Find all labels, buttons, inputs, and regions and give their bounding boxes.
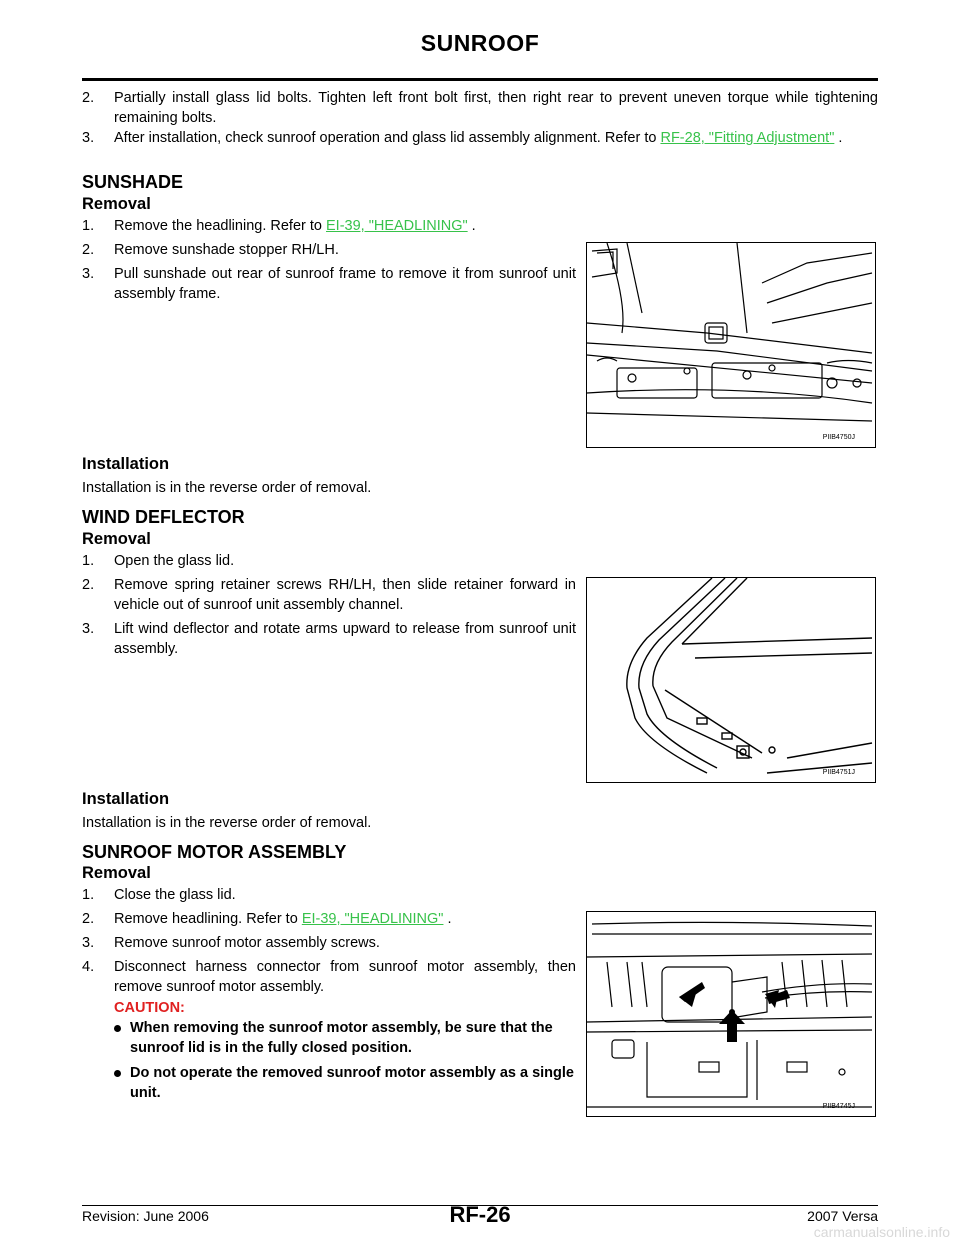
bullet-icon <box>114 1025 121 1032</box>
motor-step-1: 1. Close the glass lid. <box>82 887 236 903</box>
motor-heading: SUNROOF MOTOR ASSEMBLY <box>82 842 347 862</box>
footer-revision: Revision: June 2006 <box>82 1208 209 1224</box>
figure-id: PIIB4751J <box>822 769 855 776</box>
intro-step-3: 3. After installation, check sunroof operation and glass lid assembly alignment. Refer to RF-28, "Fitting Adjustment" . <box>82 130 843 146</box>
caution-label: CAUTION: <box>114 1000 185 1016</box>
wind-deflector-step-1: 1. Open the glass lid. <box>82 553 235 569</box>
link-headlining[interactable]: EI-39, "HEADLINING" <box>326 218 468 234</box>
page-title: SUNROOF <box>420 30 540 56</box>
wind-deflector-installation-text: Installation is in the reverse order of removal. <box>82 815 372 831</box>
link-headlining[interactable]: EI-39, "HEADLINING" <box>301 911 444 927</box>
wind-deflector-step-3: 3. Lift wind deflector and rotate arms upward to release from sunroof unit assembly. <box>82 621 576 657</box>
motor-step-4: 4. Disconnect harness connector from sunroof motor assembly, then remove sunroof motor assembly. <box>82 959 576 995</box>
wind-deflector-illustration <box>587 578 875 782</box>
figure-id: PIIB4745J <box>822 1103 855 1110</box>
sunshade-heading: SUNSHADE <box>82 172 184 192</box>
link-fitting-adjustment[interactable]: RF-28, "Fitting Adjustment" <box>660 130 835 146</box>
motor-step-2: 2. Remove headlining. Refer to EI-39, "HEADLINING" . <box>82 911 452 927</box>
title-rule <box>82 78 878 81</box>
wind-deflector-installation-heading: Installation <box>82 790 170 808</box>
motor-illustration <box>587 912 875 1116</box>
sunshade-illustration <box>587 243 875 447</box>
wind-deflector-figure <box>586 577 876 783</box>
sunshade-installation-text: Installation is in the reverse order of removal. <box>82 480 372 496</box>
figure-id: PIIB4750J <box>822 434 855 441</box>
footer-model: 2007 Versa <box>807 1208 878 1224</box>
intro-step-2: 2. Partially install glass lid bolts. Tighten left front bolt first, then right rear to prevent uneven torque while tightening remaining bolts. <box>82 90 878 126</box>
sunshade-figure <box>586 242 876 448</box>
bullet-icon <box>114 1070 121 1077</box>
sunshade-step-1: 1. Remove the headlining. Refer to EI-39, "HEADLINING" . <box>82 218 476 234</box>
caution-item: When removing the sunroof motor assembly, be sure that the sunroof lid is in the fully closed position. <box>114 1018 576 1058</box>
caution-item: Do not operate the removed sunroof motor assembly as a single unit. <box>114 1063 576 1103</box>
motor-removal-heading: Removal <box>82 864 151 882</box>
wind-deflector-heading: WIND DEFLECTOR <box>82 507 245 527</box>
motor-step-3: 3. Remove sunroof motor assembly screws. <box>82 935 380 951</box>
sunshade-installation-heading: Installation <box>82 455 170 473</box>
sunshade-removal-heading: Removal <box>82 195 151 213</box>
sunshade-step-2: 2. Remove sunshade stopper RH/LH. <box>82 242 339 258</box>
watermark: carmanualsonline.info <box>813 1224 950 1240</box>
footer-page-number: RF-26 <box>449 1202 511 1227</box>
wind-deflector-step-2: 2. Remove spring retainer screws RH/LH, then slide retainer forward in vehicle out of sunroof unit assembly channel. <box>82 577 576 613</box>
motor-figure <box>586 911 876 1117</box>
sunshade-step-3: 3. Pull sunshade out rear of sunroof frame to remove it from sunroof unit assembly frame. <box>82 266 576 302</box>
wind-deflector-removal-heading: Removal <box>82 530 151 548</box>
